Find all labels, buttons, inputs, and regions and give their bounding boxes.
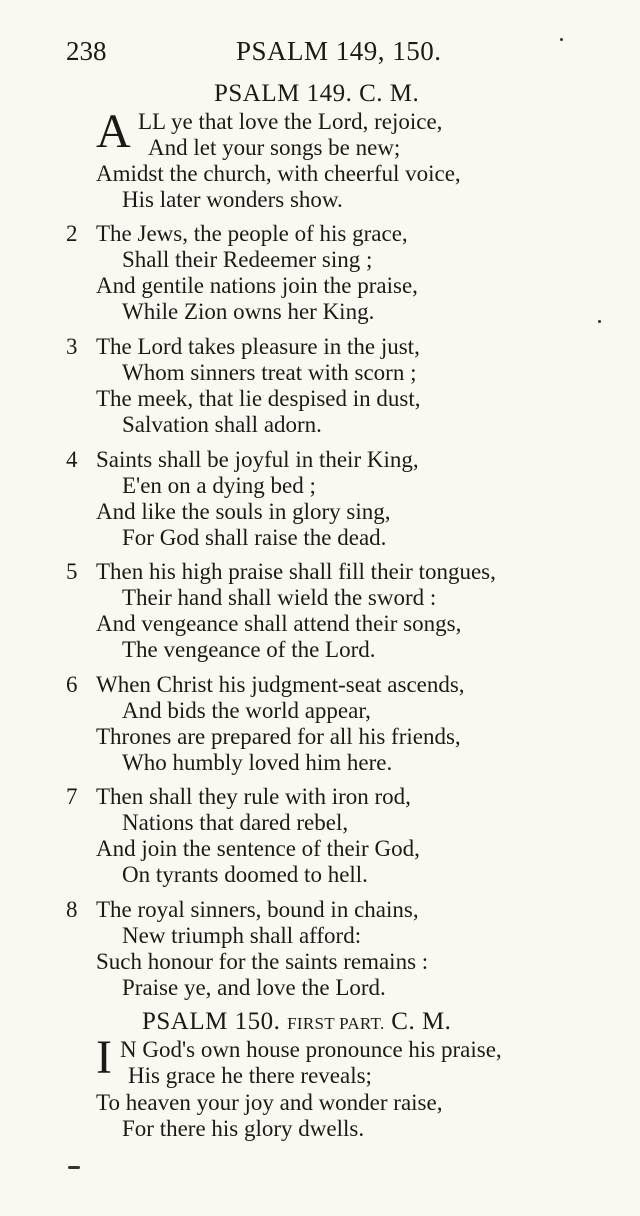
verse-line: And let your songs be new; <box>148 135 401 160</box>
verse-line: N God's own house pronounce his praise, <box>120 1037 502 1062</box>
verse-line: New triumph shall afford: <box>122 923 362 948</box>
verse-line: And like the souls in glory sing, <box>96 499 391 524</box>
verse-line: On tyrants doomed to hell. <box>122 862 368 887</box>
stanza-number: 6 <box>66 672 78 697</box>
psalm-150-number: PSALM 150. <box>142 1008 281 1035</box>
verse-line: For God shall raise the dead. <box>122 525 387 550</box>
verse-line: The vengeance of the Lord. <box>122 637 376 662</box>
psalm-150-part: FIRST PART. <box>287 1014 385 1033</box>
verse-line: While Zion owns her King. <box>122 299 375 324</box>
verse-line: His later wonders show. <box>122 187 343 212</box>
verse-line: Praise ye, and love the Lord. <box>122 975 386 1000</box>
verse-line: For there his glory dwells. <box>122 1116 365 1141</box>
verse-line: Thrones are prepared for all his friends, <box>96 724 461 749</box>
verse-line: The meek, that lie despised in dust, <box>96 386 421 411</box>
scan-speck <box>598 320 601 323</box>
stanza-number: 2 <box>66 221 78 246</box>
stanza-number: 5 <box>66 559 78 584</box>
verse-line: The royal sinners, bound in chains, <box>96 897 419 922</box>
stanza-number: 8 <box>66 897 78 922</box>
verse-line: Such honour for the saints remains : <box>96 949 429 974</box>
drop-cap: I <box>96 1031 112 1084</box>
verse-line: Saints shall be joyful in their King, <box>96 447 419 472</box>
verse-line: To heaven your joy and wonder raise, <box>96 1090 443 1115</box>
verse-line: And gentile nations join the praise, <box>96 273 418 298</box>
verse-line: And bids the world appear, <box>122 698 371 723</box>
running-title: PSALM 149, 150. <box>236 36 442 66</box>
verse-line: When Christ his judgment-seat ascends, <box>96 672 465 697</box>
verse-line: E'en on a dying bed ; <box>122 473 316 498</box>
scan-speck <box>560 38 563 41</box>
verse-line: The Lord takes pleasure in the just, <box>96 334 420 359</box>
verse-line: Shall their Redeemer sing ; <box>122 247 373 272</box>
verse-line: Who humbly loved him here. <box>122 750 393 775</box>
verse-line: His grace he there reveals; <box>128 1063 372 1088</box>
psalm-150-title <box>142 1008 451 1036</box>
stanza-number: 3 <box>66 334 78 359</box>
scan-speck <box>68 1166 80 1169</box>
stanza-number: 4 <box>66 447 78 472</box>
stanza-number: 7 <box>66 784 78 809</box>
verse-line: And vengeance shall attend their songs, <box>96 611 462 636</box>
verse-line: Whom sinners treat with scorn ; <box>122 360 417 385</box>
verse-line: Then shall they rule with iron rod, <box>96 784 411 809</box>
verse-line: Then his high praise shall fill their tongues, <box>96 559 496 584</box>
page-number: 238 <box>66 36 107 66</box>
page-header <box>66 36 586 70</box>
verse-line: The Jews, the people of his grace, <box>96 221 408 246</box>
verse-line: LL ye that love the Lord, rejoice, <box>138 109 443 134</box>
drop-cap: A <box>96 105 131 158</box>
verse-line: Their hand shall wield the sword : <box>122 585 437 610</box>
verse-line: Salvation shall adorn. <box>122 412 322 437</box>
psalm-149-title: PSALM 149. C. M. <box>214 80 420 107</box>
verse-line: Amidst the church, with cheerful voice, <box>96 161 461 186</box>
verse-line: And join the sentence of their God, <box>96 836 420 861</box>
verse-line: Nations that dared rebel, <box>122 810 349 835</box>
psalm-150-meter: C. M. <box>391 1008 452 1035</box>
